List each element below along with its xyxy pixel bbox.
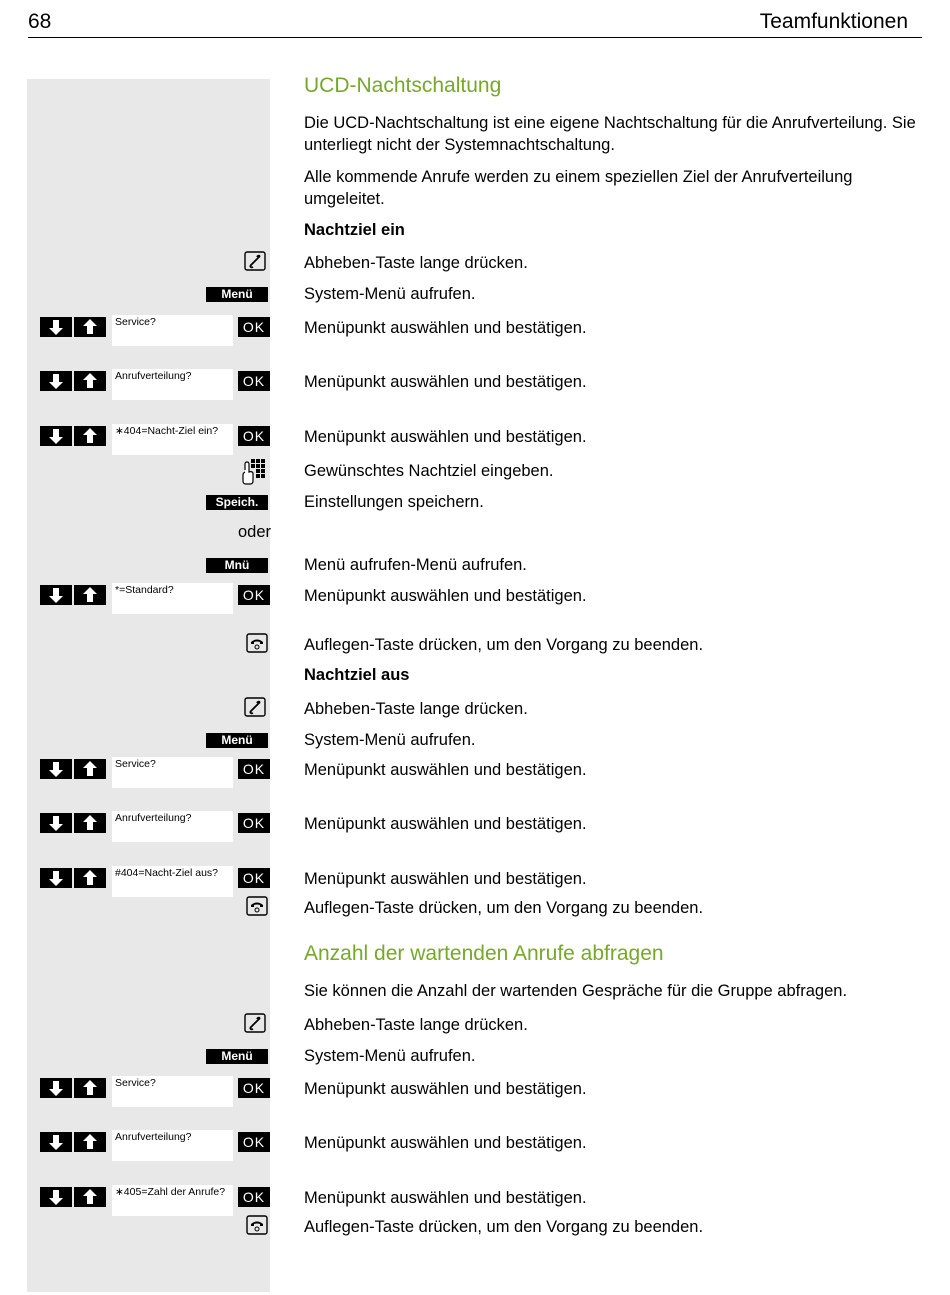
arrow-down-icon[interactable]	[40, 759, 72, 779]
step-service	[0, 315, 950, 349]
arrow-up-icon[interactable]	[74, 813, 106, 833]
ok-button[interactable]: OK	[238, 426, 270, 446]
menu-softkey[interactable]: Menü	[206, 1049, 268, 1064]
arrow-up-icon[interactable]	[74, 585, 106, 605]
arrow-up-icon[interactable]	[74, 317, 106, 337]
step-anrufverteilung	[0, 1130, 950, 1164]
lift-handset-icon	[244, 1013, 266, 1033]
step-lift	[0, 250, 950, 284]
keypad-hand-icon	[242, 458, 268, 486]
display-field: Service?	[112, 757, 233, 788]
display-field: ∗404=Nacht-Ziel ein?	[112, 424, 233, 455]
ok-button[interactable]: OK	[238, 1078, 270, 1098]
step-text: Menüpunkt auswählen und bestätigen.	[304, 1189, 587, 1207]
arrow-down-icon[interactable]	[40, 585, 72, 605]
ok-button[interactable]: OK	[238, 1132, 270, 1152]
ok-button[interactable]: OK	[238, 317, 270, 337]
save-softkey[interactable]: Speich.	[206, 495, 268, 510]
step-text: Menü aufrufen-Menü aufrufen.	[304, 556, 527, 574]
arrow-down-icon[interactable]	[40, 1187, 72, 1207]
display-field: Anrufverteilung?	[112, 369, 233, 400]
step-service	[0, 1076, 950, 1110]
step-text: System-Menü aufrufen.	[304, 731, 476, 749]
step-text: Einstellungen speichern.	[304, 493, 484, 511]
step-text: Menüpunkt auswählen und bestätigen.	[304, 373, 587, 391]
arrow-up-icon[interactable]	[74, 1187, 106, 1207]
step-nacht-ein	[0, 424, 950, 458]
arrow-down-icon[interactable]	[40, 813, 72, 833]
step-sysmenu	[0, 1043, 950, 1077]
paragraph-intro-2: Alle kommende Anrufe werden zu einem speziellen Ziel der Anrufverteilung umgeleitet.	[304, 168, 853, 208]
arrow-up-icon[interactable]	[74, 868, 106, 888]
step-enter-target	[0, 458, 950, 492]
display-field: *=Standard?	[112, 583, 233, 614]
display-field: Service?	[112, 1076, 233, 1107]
arrow-down-icon[interactable]	[40, 1132, 72, 1152]
arrow-down-icon[interactable]	[40, 317, 72, 337]
page-number: 68	[28, 10, 52, 33]
step-text: Menüpunkt auswählen und bestätigen.	[304, 428, 587, 446]
step-hangup	[0, 895, 950, 929]
step-text: Auflegen-Taste drücken, um den Vorgang zu beenden.	[304, 899, 704, 917]
step-text: Abheben-Taste lange drücken.	[304, 700, 528, 718]
chapter-title: Teamfunktionen	[759, 10, 908, 33]
paragraph-section2-intro: Sie können die Anzahl der wartenden Gespräche für die Gruppe abfragen.	[304, 982, 848, 1000]
ok-button[interactable]: OK	[238, 868, 270, 888]
arrow-up-icon[interactable]	[74, 759, 106, 779]
hangup-handset-icon	[246, 1215, 268, 1235]
step-save	[0, 489, 950, 523]
step-text: Menüpunkt auswählen und bestätigen.	[304, 815, 587, 833]
step-text: Gewünschtes Nachtziel eingeben.	[304, 462, 554, 480]
display-field: ∗405=Zahl der Anrufe?	[112, 1185, 233, 1216]
step-text: Menüpunkt auswählen und bestätigen.	[304, 761, 587, 779]
menu-softkey[interactable]: Menü	[206, 287, 268, 302]
step-lift	[0, 1012, 950, 1046]
step-sysmenu	[0, 727, 950, 761]
step-service	[0, 757, 950, 791]
step-text: Menüpunkt auswählen und bestätigen.	[304, 870, 587, 888]
lift-handset-icon	[244, 251, 266, 271]
step-text: Abheben-Taste lange drücken.	[304, 1016, 528, 1034]
step-menu-call	[0, 552, 950, 586]
hangup-handset-icon	[246, 633, 268, 653]
header-rule	[28, 37, 922, 38]
arrow-up-icon[interactable]	[74, 426, 106, 446]
section-title-ucd: UCD-Nachtschaltung	[304, 74, 502, 97]
step-text: Auflegen-Taste drücken, um den Vorgang zu beenden.	[304, 636, 704, 654]
display-field: #404=Nacht-Ziel aus?	[112, 866, 233, 897]
step-text: Menüpunkt auswählen und bestätigen.	[304, 587, 587, 605]
subheading-night-on: Nachtziel ein	[304, 221, 405, 239]
arrow-up-icon[interactable]	[74, 1132, 106, 1152]
arrow-up-icon[interactable]	[74, 371, 106, 391]
step-text: Menüpunkt auswählen und bestätigen.	[304, 1134, 587, 1152]
step-hangup	[0, 1214, 950, 1248]
step-text: Menüpunkt auswählen und bestätigen.	[304, 319, 587, 337]
step-text: Auflegen-Taste drücken, um den Vorgang zu beenden.	[304, 1218, 704, 1236]
lift-handset-icon	[244, 697, 266, 717]
ok-button[interactable]: OK	[238, 585, 270, 605]
arrow-down-icon[interactable]	[40, 371, 72, 391]
step-text: Abheben-Taste lange drücken.	[304, 254, 528, 272]
paragraph-intro-1: Die UCD-Nachtschaltung ist eine eigene Nachtschaltung für die Anrufverteilung. Sie unterliegt nicht der Systemnachtschaltung.	[304, 114, 916, 154]
step-text: System-Menü aufrufen.	[304, 1047, 476, 1065]
ok-button[interactable]: OK	[238, 759, 270, 779]
step-sysmenu	[0, 281, 950, 315]
display-field: Service?	[112, 315, 233, 346]
step-hangup	[0, 632, 950, 666]
step-anrufverteilung	[0, 369, 950, 403]
ok-button[interactable]: OK	[238, 1187, 270, 1207]
mnu-softkey[interactable]: Mnü	[206, 558, 268, 573]
arrow-up-icon[interactable]	[74, 1078, 106, 1098]
arrow-down-icon[interactable]	[40, 868, 72, 888]
arrow-down-icon[interactable]	[40, 426, 72, 446]
step-lift	[0, 696, 950, 730]
step-anrufverteilung	[0, 811, 950, 845]
arrow-down-icon[interactable]	[40, 1078, 72, 1098]
step-standard	[0, 583, 950, 617]
ok-button[interactable]: OK	[238, 371, 270, 391]
ok-button[interactable]: OK	[238, 813, 270, 833]
hangup-handset-icon	[246, 896, 268, 916]
step-text: System-Menü aufrufen.	[304, 285, 476, 303]
display-field: Anrufverteilung?	[112, 1130, 233, 1161]
menu-softkey[interactable]: Menü	[206, 733, 268, 748]
step-text: Menüpunkt auswählen und bestätigen.	[304, 1080, 587, 1098]
section-title-waiting-calls: Anzahl der wartenden Anrufe abfragen	[304, 942, 664, 965]
display-field: Anrufverteilung?	[112, 811, 233, 842]
or-label: oder	[238, 523, 272, 541]
subheading-night-off: Nachtziel aus	[304, 666, 410, 684]
